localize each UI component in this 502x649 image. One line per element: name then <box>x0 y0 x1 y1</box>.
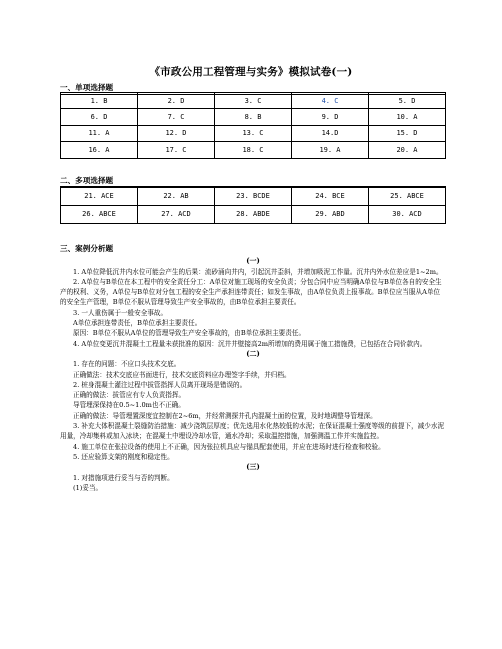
table-row <box>61 125 446 141</box>
answer-cell: 23. BCDE <box>215 187 292 206</box>
answer-cell: 28. ABDE <box>215 205 292 224</box>
answer-paragraph: 1. A单位降低沉井内水位可能会产生的后果：流砂涌向井内，引起沉井歪斜，并增加吸泥工作量。沉井内外水位差应是1~2m。 <box>73 267 443 276</box>
table-row <box>61 187 446 206</box>
answer-paragraph: (1)妥当。 <box>73 483 103 492</box>
answer-cell: 10. A <box>369 109 446 125</box>
table-row <box>61 205 446 224</box>
multiple-choice-answer-table <box>60 186 446 224</box>
answer-paragraph: 正确做法：技术交底应书面进行，技术交底资料应办理签字手续，并归档。 <box>73 370 291 379</box>
answer-paragraph: 4. A单位变更沉井混凝土工程量未获批准的原因：沉井井壁接高2m所增加的费用属于施工措施费，已包括在合同价款内。 <box>73 339 427 348</box>
answer-cell: 3. C <box>215 93 292 109</box>
answer-cell: 20. A <box>369 142 446 158</box>
answer-cell: 13. C <box>215 125 292 141</box>
answer-paragraph: 正确的做法：导管埋置深度宜控制在2~6m，并经常测探井孔内混凝土面的位置，及时地调整导管埋深。 <box>73 411 377 420</box>
answer-paragraph: A单位承担连带责任，B单位承担主要责任。 <box>73 319 202 328</box>
answer-cell: 19. A <box>292 142 369 158</box>
answer-cell: 11. A <box>61 125 138 141</box>
answer-paragraph: 2. A单位与B单位在本工程中的安全责任分工：A单位对施工现场的安全负责；分包合同中应当明确A单位与B单位各自的安全生产的权利、义务，A单位与B单位对分包工程的安全生产承担连带责任；如发生事故，由A单位负责上报事故。B单位应当服从A单位的安全生产管理，B单位不服从管理导致生产安全事故的，由B单位承担主要责任。 <box>60 277 442 307</box>
answer-paragraph: 3. 补充大体积混凝土裂缝防治措施：减少浇筑层厚度；优先选用水化热较低的水泥；在保证混凝土强度等级的前提下，减少水泥用量，冷却集料或加入冰块；在混凝土中埋设冷却水管，通水冷却；采取温控措施，加强测温工作并实施监控。 <box>60 422 445 441</box>
answer-cell: 15. D <box>369 125 446 141</box>
answer-paragraph: 3. 一人重伤属于一般安全事故。 <box>73 308 168 317</box>
answer-cell: 21. ACE <box>61 187 138 206</box>
answer-cell: 29. ABD <box>292 205 369 224</box>
answer-cell: 7. C <box>138 109 215 125</box>
case-analysis-section <box>60 244 446 493</box>
table-row <box>61 109 446 125</box>
answer-paragraph: 1. 存在的问题：不应口头技术交底。 <box>73 360 181 369</box>
answer-cell: 14.D <box>292 125 369 141</box>
answer-cell: 6. D <box>61 109 138 125</box>
answer-cell: 25. ABCE <box>369 187 446 206</box>
answer-cell: 4. C <box>292 93 369 109</box>
single-choice-answer-table <box>60 92 446 159</box>
page-title: 《市政公用工程管理与实务》模拟试卷(一) <box>149 66 353 78</box>
table-row <box>61 93 446 109</box>
section-heading-single-choice: 一、单项选择题 <box>60 82 446 95</box>
answer-paragraph: 原因：B单位不服从A单位的管理导致生产安全事故的，由B单位承担主要责任。 <box>73 329 306 338</box>
answer-cell: 18. C <box>215 142 292 158</box>
case-label: (二) <box>246 348 260 358</box>
answer-paragraph: 4. 施工单位在张拉设备的使用上不正确，因为张拉机具应与锚具配套使用，并应在进场时进行检查和校验。 <box>73 442 385 451</box>
answer-cell: 22. AB <box>138 187 215 206</box>
section-heading-case-analysis: 三、案例分析题 <box>60 244 114 253</box>
answer-cell: 9. D <box>292 109 369 125</box>
case-label: (一) <box>246 256 260 266</box>
case-label: (三) <box>246 462 260 472</box>
answer-cell: 16. A <box>61 142 138 158</box>
answer-cell: 24. BCE <box>292 187 369 206</box>
answer-paragraph: 5. 还应验算支架的刚度和稳定性。 <box>73 452 174 461</box>
section-heading-multiple-choice: 二、多项选择题 <box>60 175 446 188</box>
answer-cell: 2. D <box>138 93 215 109</box>
answer-paragraph: 导管埋深保持在0.5~1.0m也不正确。 <box>73 401 185 410</box>
answer-paragraph: 2. 桩身混凝土灌注过程中拔管指挥人员离开现场是错误的。 <box>73 380 247 389</box>
answer-cell: 1. B <box>61 93 138 109</box>
answer-cell: 8. B <box>215 109 292 125</box>
answer-cell: 27. ACD <box>138 205 215 224</box>
answer-cell: 5. D <box>369 93 446 109</box>
answer-paragraph: 1. 对措施项进行妥当与否的判断。 <box>73 473 174 482</box>
answer-cell: 17. C <box>138 142 215 158</box>
answer-cell: 12. D <box>138 125 215 141</box>
answer-cell: 30. ACD <box>369 205 446 224</box>
answer-cell: 26. ABCE <box>61 205 138 224</box>
table-row <box>61 142 446 158</box>
answer-paragraph: 正确的做法：拔管应有专人负责指挥。 <box>73 391 186 400</box>
